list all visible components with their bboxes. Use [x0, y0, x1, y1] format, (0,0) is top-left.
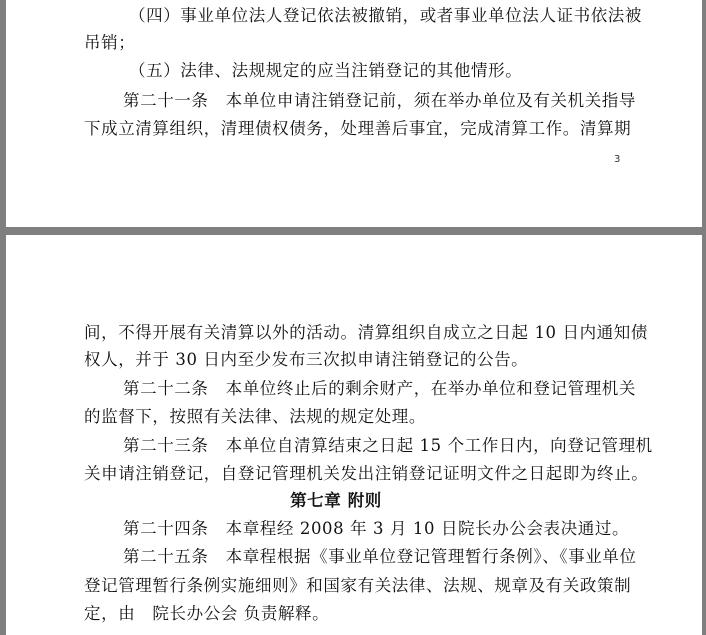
text-line: （四）事业单位法人登记依法被撤销，或者事业单位法人证书依法被: [129, 6, 642, 25]
chapter-heading: 第七章 附则: [290, 491, 382, 510]
text-line: 定，由 院长办公会 负责解释。: [84, 604, 330, 623]
text-line: 登记管理暂行条例实施细则》和国家有关法律、法规、规章及有关政策制: [84, 576, 632, 595]
text-line: 吊销；: [84, 33, 136, 52]
document-page-3: [6, 0, 702, 227]
text-line: 第二十五条 本章程根据《事业单位登记管理暂行条例》、《事业单位: [123, 547, 637, 566]
text-line: 第二十四条 本章程经 2008 年 3 月 10 日院长办公会表决通过。: [123, 519, 630, 538]
document-page-4: [6, 235, 702, 635]
text-line: 第二十三条 本单位自清算结束之日起 15 个工作日内，向登记管理机: [123, 436, 653, 455]
page-number: 3: [614, 154, 621, 165]
text-line: 关申请注销登记，自登记管理机关发出注销登记证明文件之日起即为终止。: [84, 464, 649, 483]
text-line: 第二十一条 本单位申请注销登记前，须在举办单位及有关机关指导: [123, 91, 636, 110]
text-line: 第二十二条 本单位终止后的剩余财产，在举办单位和登记管理机关: [123, 379, 636, 398]
text-line: 的监督下，按照有关法律、法规的规定处理。: [84, 407, 426, 426]
text-line: 间，不得开展有关清算以外的活动。清算组织自成立之日起 10 日内通知债: [84, 323, 648, 342]
text-line: 权人，并于 30 日内至少发布三次拟申请注销登记的公告。: [84, 350, 529, 369]
text-line: （五）法律、法规规定的应当注销登记的其他情形。: [129, 61, 523, 80]
text-line: 下成立清算组织，清理债权债务，处理善后事宜，完成清算工作。清算期: [84, 119, 632, 138]
